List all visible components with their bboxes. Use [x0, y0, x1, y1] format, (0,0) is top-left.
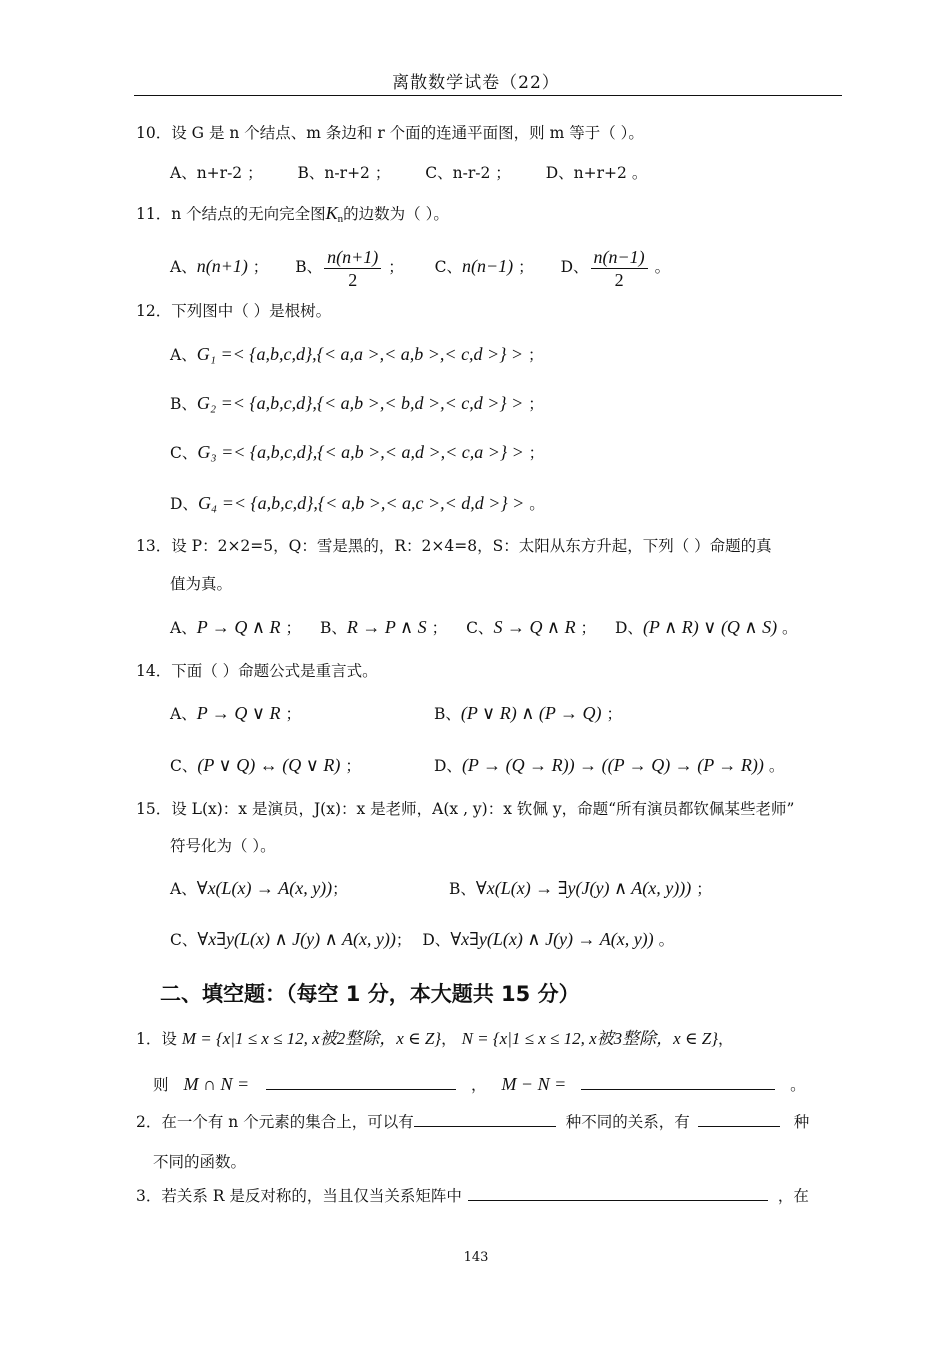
q11-stem-post: 的边数为（ ）。 — [343, 205, 449, 223]
fill-2-blank-functions[interactable] — [698, 1112, 780, 1127]
q13-option-c-sep: ； — [580, 619, 597, 637]
q12-option-b — [170, 392, 544, 415]
q10-option-c: C、n-r-2 ； — [425, 164, 511, 182]
q13-option-d-label: D、 — [615, 619, 643, 637]
fill-1-line1 — [136, 1028, 734, 1050]
q12-option-a-expr: G₁ =< {a,b,c,d},{< a,a >,< a,b >,< c,d >} > — [196, 344, 524, 364]
q11-option-a-label: A、 — [170, 258, 197, 276]
q15-option-b-expr: ∀x(L(x) → ∃y(J(y) ∧ A(x, y))) — [475, 878, 692, 898]
q11-option-b-numerator: n(n+1) — [324, 246, 381, 269]
fill-1-line2 — [153, 1073, 806, 1096]
q11-stem-pre: 11．n 个结点的无向完全图 — [136, 205, 326, 223]
q12-option-c-expr: G₃ =< {a,b,c,d},{< a,b >,< a,d >,< c,a >} > — [197, 442, 524, 462]
question-13-stem-line1: 13．设 P：2×2=5，Q：雪是黑的，R：2×4=8，S：太阳从东方升起，下列（ ）命题的真 — [136, 537, 772, 555]
fill-3-blank[interactable] — [468, 1186, 768, 1201]
section-2-title: 二、填空题：（每空 1 分，本大题共 15 分） — [160, 982, 580, 1006]
q11-option-b-fraction — [324, 246, 381, 291]
fill-1-prefix: 1．设 — [136, 1030, 177, 1048]
page-header-title: 离散数学试卷（22） — [392, 73, 560, 93]
q10-option-b: B、n-r+2 ； — [297, 164, 391, 182]
fill-2-part2: 种不同的关系，有 — [565, 1113, 690, 1131]
q12-option-a-label: A、 — [170, 346, 197, 364]
q15-option-c-sep: ； — [395, 931, 412, 949]
q11-stem-var: K — [325, 203, 338, 223]
q13-option-b-expr: R → P ∧ S — [346, 617, 427, 637]
question-13-options — [170, 616, 798, 639]
q14-option-d-sep: 。 — [768, 757, 785, 775]
fill-1-separator: ， — [470, 1076, 487, 1094]
q11-option-b-denominator: 2 — [348, 269, 358, 290]
fill-1-stop: 。 — [790, 1076, 806, 1094]
q11-option-c-label: C、 — [434, 258, 463, 276]
q11-option-b-label: B、 — [295, 258, 323, 276]
q14-option-c-expr: (P ∨ Q) ↔ (Q ∨ R) — [197, 755, 341, 775]
q14-option-d — [434, 754, 784, 777]
fill-3-part2: ，在 — [777, 1187, 809, 1205]
q13-option-a-expr: P → Q ∧ R — [196, 617, 281, 637]
fill-1-set-n: N = {x|1 ≤ x ≤ 12, x被3整除，x ∈ Z} — [461, 1029, 719, 1048]
q14-option-c-label: C、 — [170, 757, 198, 775]
q11-option-a-sep: ； — [252, 258, 269, 276]
q14-option-b-expr: (P ∨ R) ∧ (P → Q) — [460, 703, 602, 723]
q15-option-b — [449, 877, 712, 900]
fill-1-blank-difference[interactable] — [581, 1075, 775, 1090]
q10-option-a: A、n+r-2 ； — [170, 164, 263, 182]
q14-option-c-sep: ； — [345, 757, 361, 775]
q11-option-d-sep: 。 — [654, 258, 671, 276]
q15-option-b-label: B、 — [449, 880, 476, 898]
q13-option-d-sep: 。 — [782, 619, 798, 637]
q15-options-cd — [170, 928, 674, 951]
fill-1-blank-intersection[interactable] — [266, 1075, 456, 1090]
q14-option-b-sep: ； — [606, 705, 623, 723]
fill-3-part1: 3．若关系 R 是反对称的，当且仅当关系矩阵中 — [136, 1187, 462, 1205]
q12-option-a — [170, 343, 544, 366]
q12-option-c-label: C、 — [170, 444, 198, 462]
q12-option-d-label: D、 — [170, 495, 198, 513]
q11-option-d-numerator: n(n−1) — [591, 246, 648, 269]
q13-option-a-label: A、 — [170, 619, 197, 637]
fill-1-then: 则 — [153, 1076, 169, 1094]
q15-option-a — [170, 877, 348, 900]
fill-2-blank-relations[interactable] — [414, 1112, 556, 1127]
q13-option-b-label: B、 — [319, 619, 347, 637]
question-15-stem-line1: 15．设 L(x)：x 是演员，J(x)：x 是老师，A(x , y)：x 钦佩 y，命题“所有演员都钦佩某些老师” — [136, 800, 795, 818]
q14-option-a-sep: ； — [285, 705, 301, 723]
question-14-stem: 14．下面（ ）命题公式是重言式。 — [136, 662, 378, 680]
fill-1-end: ， — [718, 1030, 734, 1048]
q15-option-c-label: C、 — [170, 931, 198, 949]
q13-option-a-sep: ； — [285, 619, 301, 637]
q14-option-c — [170, 754, 361, 777]
q14-option-b — [434, 702, 622, 725]
q15-option-b-sep: ； — [696, 880, 712, 898]
q11-option-d-fraction — [591, 246, 648, 291]
q14-option-a-label: A、 — [170, 705, 197, 723]
q12-option-d-expr: G₄ =< {a,b,c,d},{< a,b >,< a,c >,< d,d >} > — [197, 493, 525, 513]
q11-option-d-denominator: 2 — [614, 269, 624, 290]
fill-1-difference-expr: M − N = — [501, 1074, 567, 1094]
q15-option-a-label: A、 — [170, 880, 197, 898]
q11-option-b-sep: ； — [388, 258, 404, 276]
fill-1-comma: ， — [441, 1030, 457, 1048]
question-11-options — [170, 244, 670, 291]
q13-option-c-label: C、 — [466, 619, 494, 637]
q12-option-b-sep: ； — [528, 395, 544, 413]
question-12-stem: 12．下列图中（ ）是根树。 — [136, 302, 332, 320]
page-number: 143 — [463, 1250, 489, 1265]
q15-option-d-expr: ∀x∃y(L(x) ∧ J(y) → A(x, y)) — [450, 929, 654, 949]
q12-option-b-label: B、 — [170, 395, 197, 413]
q12-option-c — [170, 441, 544, 464]
question-15-stem-line2: 符号化为（ ）。 — [170, 837, 276, 855]
q15-option-a-sep: ； — [332, 880, 348, 898]
fill-3-line1 — [136, 1185, 809, 1207]
q14-option-a-expr: P → Q ∨ R — [196, 703, 281, 723]
fill-2-part3: 种 — [793, 1113, 810, 1131]
q12-option-d-sep: 。 — [529, 495, 545, 513]
q15-option-c-expr: ∀x∃y(L(x) ∧ J(y) ∧ A(x, y)) — [197, 929, 396, 949]
q13-option-d-expr: (P ∧ R) ∨ (Q ∧ S) — [642, 617, 778, 637]
fill-1-intersection-expr: M ∩ N = — [183, 1074, 250, 1094]
question-13-stem-line2: 值为真。 — [170, 575, 233, 593]
fill-1-set-m: M = {x|1 ≤ x ≤ 12, x被2整除，x ∈ Z} — [181, 1029, 442, 1048]
q12-option-b-expr: G₂ =< {a,b,c,d},{< a,b >,< b,d >,< c,d >} > — [196, 393, 524, 413]
q14-option-b-label: B、 — [434, 705, 461, 723]
q13-option-c-expr: S → Q ∧ R — [493, 617, 576, 637]
q15-option-d-label: D、 — [422, 931, 451, 949]
header-rule — [134, 95, 842, 96]
q11-stem-sub: n — [337, 213, 344, 225]
question-10-stem: 10．设 G 是 n 个结点、m 条边和 r 个面的连通平面图，则 m 等于（ ）。 — [136, 124, 644, 142]
q12-option-c-sep: ； — [528, 444, 545, 462]
q14-option-d-expr: (P → (Q → R)) → ((P → Q) → (P → R)) — [461, 755, 764, 775]
q11-option-d-label: D、 — [560, 258, 589, 276]
fill-2-line2: 不同的函数。 — [153, 1153, 247, 1171]
q15-option-d-sep: 。 — [658, 931, 675, 949]
q11-option-a-expr: n(n+1) — [196, 256, 248, 276]
q11-option-c-sep: ； — [518, 258, 534, 276]
fill-2-part1: 2．在一个有 n 个元素的集合上，可以有 — [136, 1113, 414, 1131]
fill-2-line1 — [136, 1111, 809, 1133]
q15-option-a-expr: ∀x(L(x) → A(x, y)) — [196, 878, 333, 898]
question-10-options — [170, 162, 647, 184]
q11-option-c-expr: n(n−1) — [462, 256, 514, 276]
q14-option-a — [170, 702, 301, 725]
q10-option-d: D、n+r+2 。 — [545, 164, 648, 182]
q12-option-d — [170, 492, 545, 515]
question-11-stem — [136, 202, 449, 230]
q14-option-d-label: D、 — [434, 757, 462, 775]
q13-option-b-sep: ； — [431, 619, 448, 637]
q12-option-a-sep: ； — [528, 346, 544, 364]
